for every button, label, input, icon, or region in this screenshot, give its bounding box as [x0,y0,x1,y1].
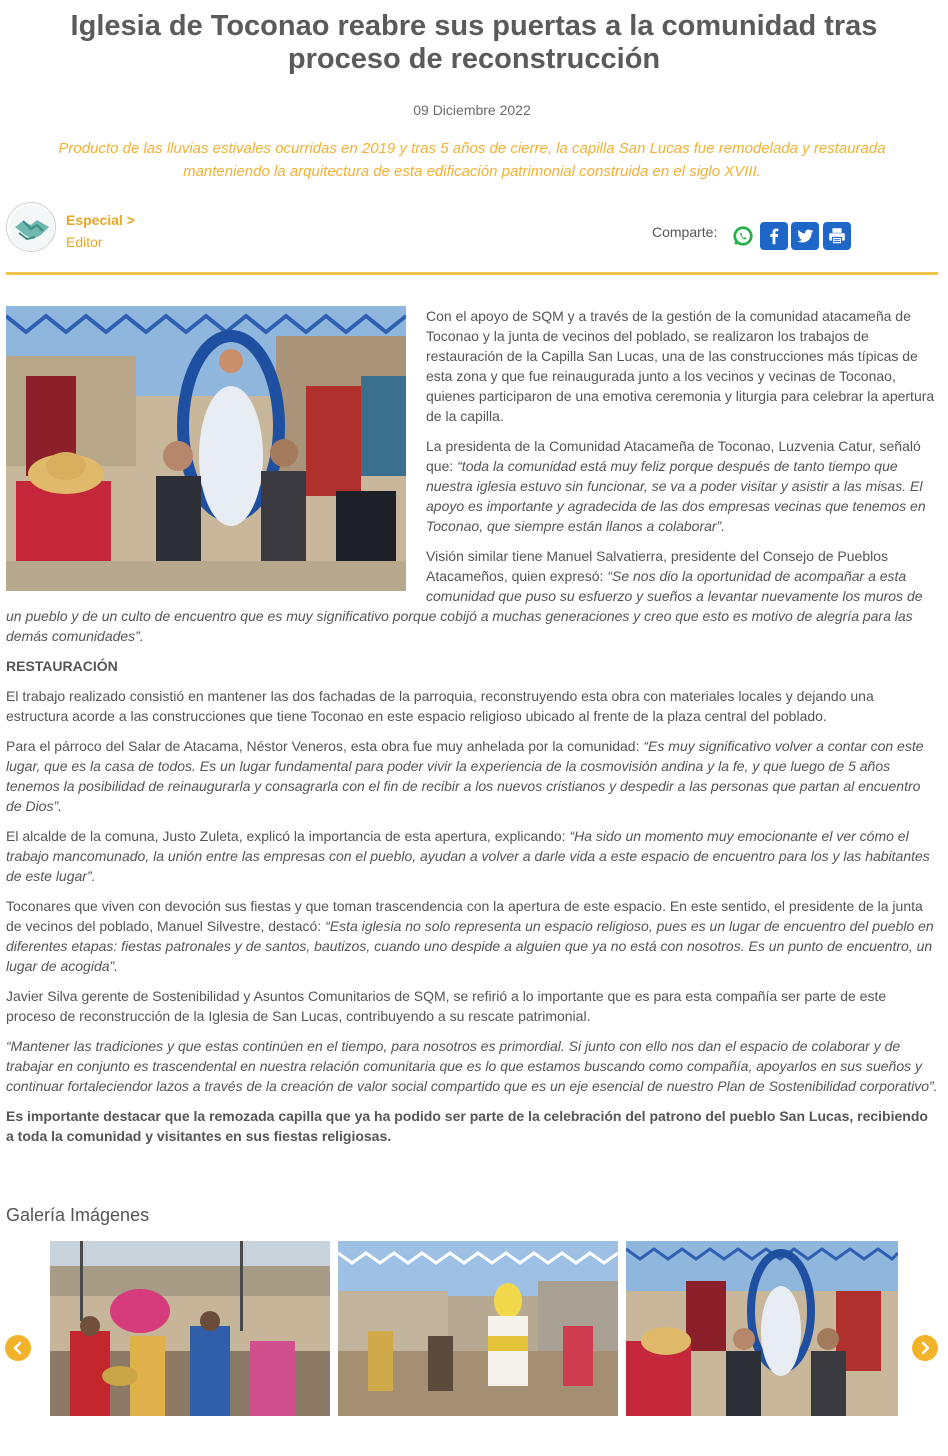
gallery-image-2[interactable] [338,1241,618,1416]
print-button[interactable] [823,222,851,250]
section-heading [6,656,938,676]
paragraph-5-quote: “Es muy significativo volver a contar con este lugar, que es la casa de todos. Es un lugar fundamental para poder vivir la experiencia de la cosmovisión andina y la fe, y que luego de 5 años tenemos la posibilidad de reinaugurarla y consagrarla con el fin de recibir a los nuevos cristianos y despedir a las personas que partan al encuentro de Dios”. [6,738,924,814]
gallery-prev-button[interactable] [5,1335,31,1361]
paragraph-3-intro: Visión similar tiene Manuel Salvatierra, presidente del Consejo de Pueblos Atacameños, quien expresó: [426,548,888,584]
article-hero-image[interactable] [6,306,406,591]
paragraph-10 [6,1106,938,1146]
article-title: Iglesia de Toconao reabre sus puertas a la comunidad tras proceso de reconstrucción [70,10,878,75]
whatsapp-icon [732,225,754,247]
paragraph-1: Con el apoyo de SQM y a través de la gestión de la comunidad atacameña de Toconao y la junta de vecinos del poblado, se realizaron los trabajos de restauración de la Capilla San Lucas, una de las construcciones más típicas de esta zona y que fue reinaugurada junto a los vecinos y vecinas de Toconao, quienes participaron de una emotiva ceremonia y liturgia para celebrar la apertura de la capilla. [426,308,935,424]
share-label: Comparte: [652,224,718,240]
procession-photo-small [626,1241,898,1416]
paragraph-7-quote: “Esta iglesia no solo representa un espacio religioso, pues es un lugar de encuentro del pueblo en diferentes etapas: fiestas patronales y de santos, bautizos, cuando uno despide a alguien que ya no está con nosotros. Es un punto de encuentro, un lugar de acogida”. [6,918,934,974]
article-date: 09 Diciembre 2022 [413,102,531,118]
paragraph-10-text: Es importante destacar que la remozada capilla que ya ha podido ser parte de la celebración del patrono del pueblo San Lucas, recibiendo a toda la comunidad y visitantes en sus fiestas religiosas. [6,1108,928,1144]
category-link[interactable]: Especial > [66,212,135,228]
divider-rule [6,272,938,275]
author-row [6,202,938,258]
paragraph-5-intro: Para el párroco del Salar de Atacama, Néstor Veneros, esta obra fue muy anhelada por la comunidad: [6,738,644,754]
twitter-share-button[interactable] [791,222,819,250]
article-lead: Producto de las lluvias estivales ocurridas en 2019 y tras 5 años de cierre, la capilla San Lucas fue remodelada y restaurada manteniendo la arquitectura de esta edificación patrimonial construida en el siglo XVIII. [58,140,886,180]
gallery-next-button[interactable] [912,1335,938,1361]
print-icon [826,225,848,247]
author-role: Editor [66,234,103,250]
chevron-left-icon [11,1341,25,1355]
facebook-share-button[interactable] [760,222,788,250]
whatsapp-share-button[interactable] [729,222,757,250]
handshake-icon [7,203,56,252]
author-avatar[interactable] [6,202,56,252]
paragraph-2-quote: “toda la comunidad está muy feliz porque después de tanto tiempo que nuestra iglesia estuvo sin funcionar, se va a poder visitar y asistir a las misas. El apoyo es importante y agradecida de las dos empresas vecinas que tenemos en Toconao, que siempre están llanos a colaborar”. [426,458,926,534]
paragraph-4: El trabajo realizado consistió en mantener las dos fachadas de la parroquia, reconstruyendo esta obra con materiales locales y dejando una estructura acorde a las construcciones que tiene Toconao en este espacio religioso ubicado al frente de la plaza central del poblado. [6,688,874,724]
gallery-image-1[interactable] [50,1241,330,1416]
procession-photo [6,306,406,591]
chevron-right-icon [918,1341,932,1355]
paragraph-7-intro: Toconares que viven con devoción sus fiestas y que toman trascendencia con la apertura de este espacio. En este sentido, el presidente de la junta de vecinos del poblado, Manuel Silvestre, destacó: [6,898,923,934]
paragraph-7 [6,896,938,976]
paragraph-5 [6,736,938,816]
paragraph-9 [6,1036,938,1096]
paragraph-6-quote: “Ha sido un momento muy emocionante el ver cómo el trabajo mancomunado, la unión entre las empresas con el pueblo, ayudan a volver a darle vida a este espacio de encuentro para los y las habitantes de este lugar”. [6,828,930,884]
paragraph-6-intro: El alcalde de la comuna, Justo Zuleta, explicó la importancia de esta apertura, explicando: [6,828,570,844]
twitter-icon [794,225,816,247]
gallery-title: Galería Imágenes [6,1205,150,1225]
paragraph-2-intro: La presidenta de la Comunidad Atacameña de Toconao, Luzvenia Catur, señaló que: [426,438,921,474]
paragraph-9-quote: “Mantener las tradiciones y que estas continúen en el tiempo, para nosotros es primordial. Si junto con ello nos dan el espacio de colaborar y de trabajar en conjunto es trascendental en nuestra relación comunitaria que es lo que estamos buscando como compañía, apoyarlos en sus sueños y continuar fortaleciendor lazos a través de la creación de valor social compartido que es un eje esencial de nuestro Plan de Sostenibilidad corporativo”. [6,1038,938,1094]
paragraph-6 [6,826,938,886]
gallery-image-3[interactable] [626,1241,898,1416]
facebook-icon [763,225,785,247]
section-heading-text: RESTAURACIÓN [6,658,118,674]
paragraph-8: Javier Silva gerente de Sostenibilidad y Asuntos Comunitarios de SQM, se refirió a lo importante que es para esta compañía ser parte de este proceso de reconstrucción de la Iglesia de San Lucas, contribuyendo a su rescate patrimonial. [6,988,887,1024]
article-body [6,306,938,1156]
dancers-street-photo [50,1241,330,1416]
dancer-costume-photo [338,1241,618,1416]
paragraph-3-quote: “Se nos dio la oportunidad de acompañar a esta comunidad que puso su esfuerzo y sueños a levantar nuevamente los muros de un pueblo y de un culto de encuentro que es muy significativo porque cobijó a muchas generaciones y creo que esto es motivo de alegría para las demás comunidades”. [6,568,923,644]
